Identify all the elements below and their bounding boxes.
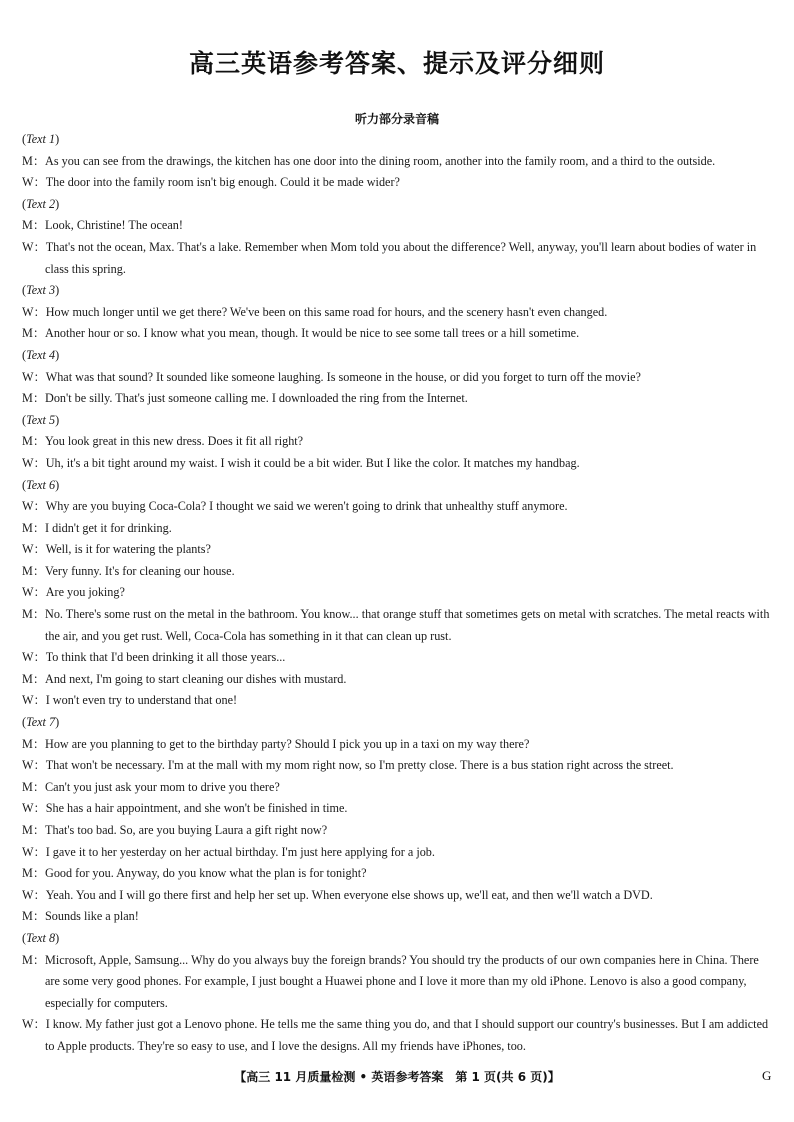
dialogue-text: You look great in this new dress. Does it fit all right? [45, 434, 304, 449]
text-section-label: (Text 3) [22, 283, 60, 298]
speaker-label: M： [22, 607, 46, 622]
dialogue-line [22, 777, 774, 799]
speaker-label: W： [22, 585, 46, 600]
dialogue-line [22, 582, 774, 604]
dialogue-line [22, 518, 774, 540]
dialogue-text: No. There's some rust on the metal in the bathroom. You know... that orange stuff that sometimes gets on metal with scratches. The metal reacts with the air, and you get rust. Well, Coca-Cola has something in it that can clean up rust. [45, 607, 770, 643]
dialogue-text: I didn't get it for drinking. [45, 520, 172, 535]
dialogue-line [22, 431, 774, 453]
text-section-label: (Text 8) [22, 930, 60, 945]
dialogue-line [22, 172, 774, 194]
speaker-label: M： [22, 520, 46, 535]
speaker-label: M： [22, 671, 46, 686]
text-label: Text 4 [26, 347, 56, 362]
speaker-label: M： [22, 391, 46, 406]
dialogue-text: Don't be silly. That's just someone calling me. I downloaded the ring from the Internet. [45, 391, 468, 406]
speaker-label: M： [22, 823, 46, 837]
dialogue-line [22, 885, 774, 907]
dialogue-line [22, 561, 774, 583]
text-label: Text 5 [26, 412, 56, 427]
dialogue-line [22, 863, 774, 885]
speaker-label: W： [22, 542, 46, 557]
speaker-label: W： [22, 844, 46, 859]
speaker-label: W： [22, 650, 46, 665]
dialogue-text: That's too bad. So, are you buying Laura a gift right now? [45, 823, 328, 837]
dialogue-text: I won't even try to understand that one! [45, 693, 238, 708]
dialogue-line [22, 215, 774, 237]
speaker-label: M： [22, 779, 46, 794]
dialogue-text: That's not the ocean, Max. That's a lake. Remember when Mom told you about the difference? Well, anyway, you'll learn about bodies of water in class this spring. [45, 239, 757, 276]
dialogue-line [22, 669, 774, 691]
dialogue-text: Another hour or so. I know what you mean, though. It would be nice to see some tall trees or a hill sometime. [45, 326, 580, 341]
dialogue-line [22, 1014, 774, 1057]
dialogue-text: How much longer until we get there? We've been on this same road for hours, and the scenery hasn't even changed. [45, 304, 608, 319]
speaker-label: W： [22, 369, 46, 384]
dialogue-line [22, 906, 774, 928]
dialogue-line [22, 820, 774, 842]
dialogue-text: The door into the family room isn't big enough. Could it be made wider? [45, 175, 400, 190]
transcript-body [22, 129, 774, 1058]
text-section-label: (Text 2) [22, 196, 60, 211]
dialogue-line [22, 755, 774, 777]
dialogue-text: Look, Christine! The ocean! [45, 218, 183, 233]
dialogue-line [22, 734, 774, 756]
speaker-label: W： [22, 758, 46, 773]
dialogue-line [22, 367, 774, 389]
dialogue-text: Microsoft, Apple, Samsung... Why do you always buy the foreign brands? You should try the products of our own companies here in China. There are some very good phones. For example, I just bought a Huawei phone and I love it more than my old iPhone. Lenovo is also a good company, especially for computers. [45, 952, 759, 1010]
dialogue-text: Good for you. Anyway, do you know what the plan is for tonight? [45, 866, 367, 881]
dialogue-line [22, 604, 774, 647]
text-section-label: (Text 5) [22, 412, 60, 427]
text-label: Text 2 [26, 196, 56, 211]
speaker-label: M： [22, 218, 46, 233]
speaker-label: M： [22, 909, 46, 924]
speaker-label: W： [22, 693, 46, 708]
text-label: Text 8 [26, 930, 56, 945]
dialogue-line [22, 388, 774, 410]
dialogue-text: Very funny. It's for cleaning our house. [45, 563, 235, 578]
speaker-label: W： [22, 801, 46, 816]
text-label: Text 7 [26, 715, 56, 730]
speaker-label: M： [22, 563, 46, 578]
speaker-label: W： [22, 887, 46, 902]
speaker-label: M： [22, 326, 46, 341]
dialogue-text: Sounds like a plan! [45, 909, 139, 924]
section-subtitle: 听力部分录音稿 [354, 112, 439, 126]
dialogue-line [22, 798, 774, 820]
speaker-label: M： [22, 434, 46, 449]
dialogue-text: Why are you buying Coca-Cola? I thought we said we weren't going to drink that unhealthy stuff anymore. [45, 499, 568, 514]
dialogue-text: To think that I'd been drinking it all those years... [45, 650, 286, 665]
dialogue-line [22, 151, 774, 173]
speaker-label: M： [22, 866, 46, 881]
dialogue-text: As you can see from the drawings, the kitchen has one door into the dining room, another into the family room, and a third to the outside. [45, 153, 716, 168]
dialogue-line [22, 950, 774, 1015]
dialogue-text: And next, I'm going to start cleaning our dishes with mustard. [45, 671, 347, 686]
speaker-label: W： [22, 455, 46, 470]
speaker-label: W： [22, 304, 46, 319]
dialogue-line [22, 323, 774, 345]
speaker-label: M： [22, 736, 46, 751]
dialogue-text: Are you joking? [45, 585, 125, 600]
dialogue-text: I know. My father just got a Lenovo phone. He tells me the same thing you do, and that I should support our country's businesses. But I am addicted to Apple products. They're so easy to use, and I love the designs. All my friends have iPhones, too. [45, 1017, 769, 1053]
dialogue-text: Well, is it for watering the plants? [45, 542, 211, 557]
speaker-label: M： [22, 952, 46, 967]
text-section-label: (Text 6) [22, 477, 60, 492]
text-label: Text 1 [26, 132, 56, 146]
dialogue-line [22, 237, 774, 280]
speaker-label: W： [22, 239, 46, 254]
paper-version-code: G [762, 1068, 772, 1083]
dialogue-line [22, 496, 774, 518]
text-section-label: (Text 1) [22, 132, 60, 146]
speaker-label: W： [22, 499, 46, 514]
dialogue-line [22, 647, 774, 669]
document-title: 高三英语参考答案、提示及评分细则 [188, 49, 605, 78]
text-section-label: (Text 4) [22, 347, 60, 362]
dialogue-line [22, 453, 774, 475]
dialogue-line [22, 302, 774, 324]
text-section-label: (Text 7) [22, 715, 60, 730]
dialogue-text: She has a hair appointment, and she won't be finished in time. [45, 801, 348, 816]
page-footer: 【高三 11 月质量检测 • 英语参考答案 第 1 页(共 6 页)】 [234, 1070, 560, 1084]
dialogue-text: That won't be necessary. I'm at the mall with my mom right now, so I'm pretty close. There is a bus station right across the street. [45, 758, 674, 773]
dialogue-text: What was that sound? It sounded like someone laughing. Is someone in the house, or did you forget to turn off the movie? [45, 369, 641, 384]
dialogue-text: I gave it to her yesterday on her actual birthday. I'm just here applying for a job. [45, 844, 435, 859]
text-label: Text 6 [26, 477, 56, 492]
dialogue-line [22, 690, 774, 712]
speaker-label: W： [22, 1017, 46, 1032]
dialogue-text: How are you planning to get to the birthday party? Should I pick you up in a taxi on my way there? [45, 736, 530, 751]
speaker-label: W： [22, 175, 46, 190]
text-label: Text 3 [26, 283, 56, 298]
dialogue-text: Yeah. You and I will go there first and help her set up. When everyone else shows up, we'll eat, and then we'll watch a DVD. [45, 887, 653, 902]
dialogue-text: Can't you just ask your mom to drive you there? [45, 779, 280, 794]
speaker-label: M： [22, 153, 46, 168]
dialogue-line [22, 539, 774, 561]
dialogue-line [22, 842, 774, 864]
dialogue-text: Uh, it's a bit tight around my waist. I wish it could be a bit wider. But I like the color. It matches my handbag. [45, 455, 580, 470]
